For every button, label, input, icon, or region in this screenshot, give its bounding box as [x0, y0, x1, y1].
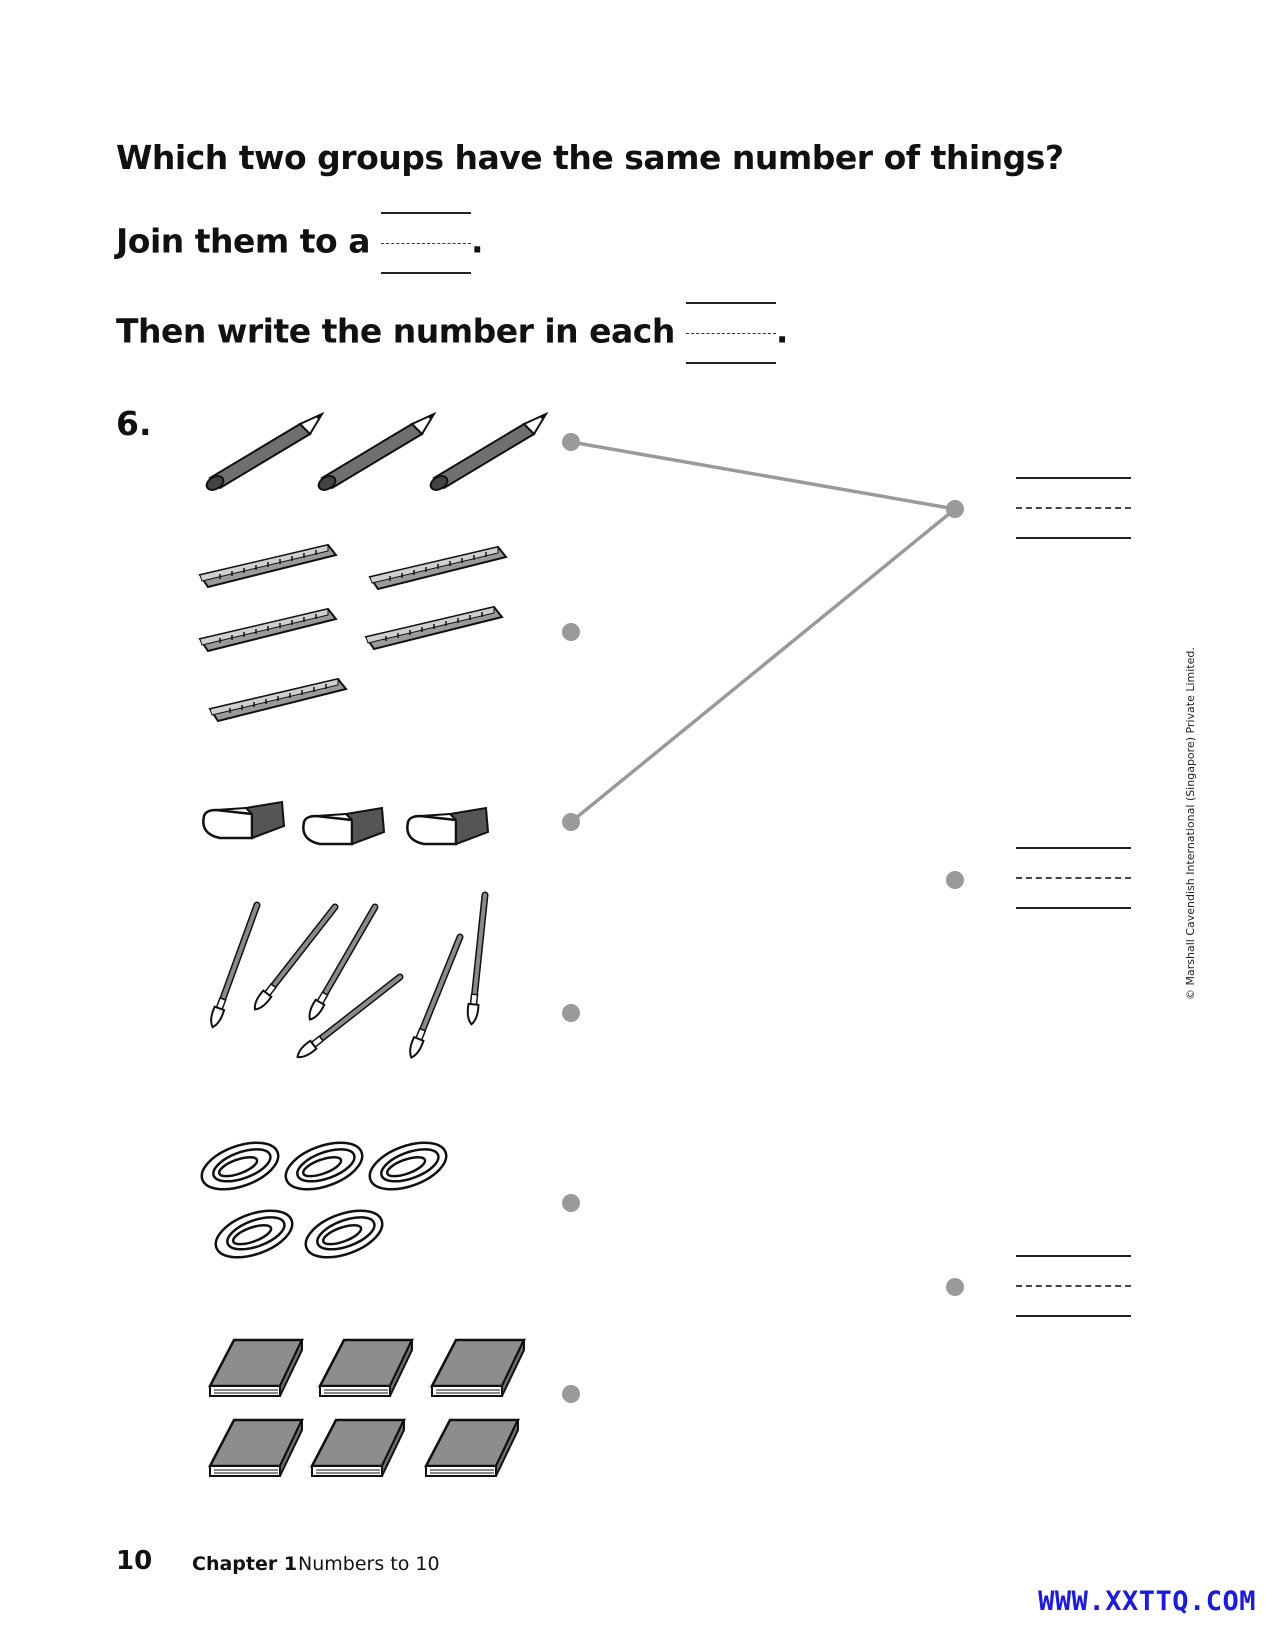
chapter-title: Numbers to 10 [298, 1553, 440, 1575]
answer-box-3[interactable] [1016, 1255, 1131, 1317]
rulers-group [200, 545, 520, 735]
dot-paper-clips[interactable] [562, 1194, 580, 1212]
dot-rulers[interactable] [562, 623, 580, 641]
dot-answer-3[interactable] [946, 1278, 964, 1296]
eraser-icon [407, 808, 488, 844]
ruler-icon [200, 545, 336, 587]
ruler-icon [200, 609, 336, 651]
paintbrush-icon [466, 894, 490, 1024]
book-icon [432, 1340, 524, 1396]
copyright-notice: © Marshall Cavendish International (Singapore) Private Limited. [1184, 647, 1197, 1000]
book-icon [312, 1420, 404, 1476]
dot-pencils[interactable] [562, 433, 580, 451]
answer-box-1[interactable] [1016, 477, 1131, 539]
pencil-icon [316, 414, 434, 493]
dot-books[interactable] [562, 1385, 580, 1403]
book-icon [426, 1420, 518, 1476]
ruler-icon [210, 679, 346, 721]
book-icon [210, 1420, 302, 1476]
question-number: 6. [116, 404, 152, 443]
paintbrush-icon [208, 903, 262, 1029]
paper-clip-icon [196, 1134, 285, 1199]
books-group [210, 1330, 540, 1490]
erasers-group [200, 790, 500, 860]
paintbrush-icon [407, 935, 465, 1059]
book-icon [320, 1340, 412, 1396]
pencil-icon [428, 414, 546, 493]
watermark: WWW.XXTTQ.COM [1038, 1586, 1256, 1617]
instruction-line-1: Which two groups have the same number of things? [116, 138, 1064, 177]
page-number: 10 [116, 1546, 153, 1576]
pencil-icon [204, 414, 322, 493]
book-icon [210, 1340, 302, 1396]
answer-box-2[interactable] [1016, 847, 1131, 909]
dot-answer-1[interactable] [946, 500, 964, 518]
paintbrushes-group [195, 895, 495, 1075]
paper-clip-icon [300, 1202, 389, 1267]
paper-clips-group [200, 1140, 480, 1280]
dot-erasers[interactable] [562, 813, 580, 831]
instruction-line-2: Join them to a . [116, 212, 483, 274]
eraser-icon [303, 808, 384, 844]
chapter-label: Chapter 1 [192, 1553, 298, 1575]
ruler-icon [370, 547, 506, 589]
paper-clip-icon [280, 1134, 369, 1199]
dot-answer-2[interactable] [946, 871, 964, 889]
ruler-icon [366, 607, 502, 649]
pencils-group [200, 410, 540, 490]
eraser-icon [203, 802, 284, 838]
instruction-line-3: Then write the number in each . [116, 302, 788, 364]
paper-clip-icon [210, 1202, 299, 1267]
dot-paintbrushes[interactable] [562, 1004, 580, 1022]
paper-clip-icon [364, 1134, 453, 1199]
